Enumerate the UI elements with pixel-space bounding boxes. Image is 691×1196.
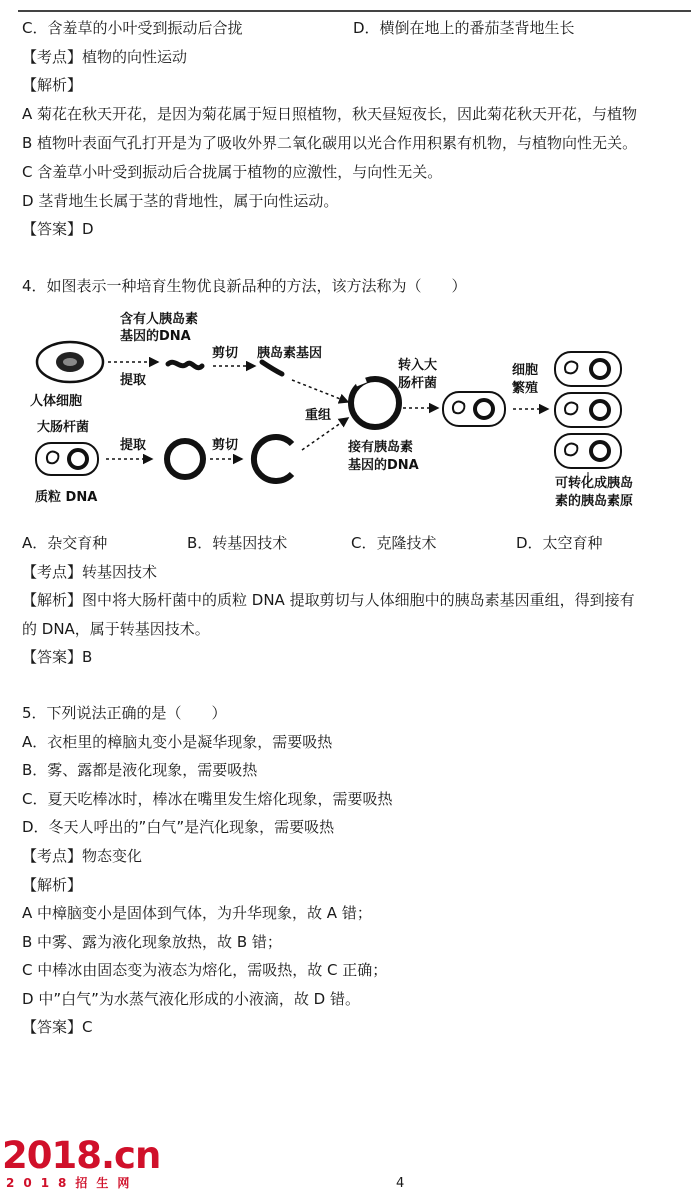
label-transfer-1: 转入大 (398, 358, 438, 373)
label-product-2: 素的胰岛素原 (555, 494, 634, 509)
logo-text: 2018.cn (2, 1134, 161, 1177)
q3-option-c: C．含羞草的小叶受到振动后合拢 (22, 19, 243, 37)
label-ecoli: 大肠杆菌 (37, 420, 90, 435)
q3-kaodian: 【考点】植物的向性运动 (22, 48, 188, 66)
site-logo[interactable] (2, 1136, 160, 1190)
q5-option-b: B．雾、露都是液化现象，需要吸热 (22, 761, 258, 779)
q5-stem: 5．下列说法正确的是（ ） (22, 704, 227, 722)
page-number: 4 (396, 1176, 405, 1191)
label-dna-with-gene-1: 含有人胰岛素 (120, 312, 199, 327)
ecoli-icon (36, 443, 98, 475)
q5-kaodian: 【考点】物态变化 (22, 847, 143, 865)
q3-analysis-b: B 植物叶表面气孔打开是为了吸收外界二氧化碳用以光合作用积累有机物，与植物向性无关。 (22, 134, 638, 152)
q4-answer: 【答案】B (22, 648, 93, 666)
label-cut-bottom: 剪切 (212, 438, 239, 453)
label-extract-bottom: 提取 (120, 438, 147, 453)
q4-option-a: A．杂交育种 (22, 534, 108, 552)
q5-option-c: C．夏天吃棒冰时，棒冰在嘴里发生熔化现象，需要吸热 (22, 790, 393, 808)
q5-analysis-a: A 中樟脑变小是固体到气体，为升华现象，故 A 错； (22, 904, 372, 922)
human-cell-icon (37, 342, 103, 382)
q3-answer: 【答案】D (22, 220, 94, 238)
q3-jiexi-label: 【解析】 (22, 76, 83, 94)
q4-analysis-1: 【解析】图中将大肠杆菌中的质粒 DNA 提取剪切与人体细胞中的胰岛素基因重组，得到接有 (22, 591, 635, 609)
insulin-gene-icon (262, 362, 282, 374)
q5-analysis-b: B 中雾、露为液化现象放热，故 B 错； (22, 933, 282, 951)
label-cell-division-1: 细胞 (512, 363, 539, 378)
label-transfer-2: 肠杆菌 (398, 376, 438, 391)
label-recombine: 重组 (305, 408, 332, 423)
transformed-bacterium-icon (443, 392, 505, 426)
label-recombinant-1: 接有胰岛素 (348, 440, 414, 455)
recombinant-plasmid-icon (351, 379, 399, 427)
q4-option-d: D．太空育种 (516, 534, 603, 552)
q4-analysis-2: 的 DNA，属于转基因技术。 (22, 620, 210, 638)
label-product-1: 可转化成胰岛 (555, 476, 634, 491)
top-rule (18, 10, 691, 12)
q5-option-a: A．衣柜里的樟脑丸变小是凝华现象，需要吸热 (22, 733, 333, 751)
q3-analysis-d: D 茎背地生长属于茎的背地性，属于向性运动。 (22, 192, 339, 210)
q3-analysis-a: A 菊花在秋天开花，是因为菊花属于短日照植物，秋天昼短夜长，因此菊花秋天开花，与植物 (22, 105, 638, 123)
cut-plasmid-icon (254, 437, 292, 481)
q4-kaodian: 【考点】转基因技术 (22, 563, 158, 581)
label-plasmid-dna: 质粒 DNA (35, 490, 98, 505)
plasmid-icon (167, 441, 203, 477)
q5-analysis-c: C 中棒冰由固态变为液态为熔化，需吸热，故 C 正确； (22, 961, 388, 979)
q4-option-b: B．转基因技术 (187, 534, 288, 552)
q4-stem: 4．如图表示一种培育生物优良新品种的方法，该方法称为（ ） (22, 277, 467, 295)
label-cut-top: 剪切 (212, 346, 239, 361)
label-cell-division-2: 繁殖 (512, 381, 539, 396)
bacteria-colony-icon (555, 352, 621, 468)
label-human-cell: 人体细胞 (30, 394, 83, 409)
logo-subtext: 2018招生网 (6, 1176, 139, 1190)
q5-analysis-d: D 中”白气”为水蒸气液化形成的小液滴，故 D 错。 (22, 990, 360, 1008)
q4-option-c: C．克隆技术 (351, 534, 437, 552)
label-insulin-gene: 胰岛素基因 (257, 346, 323, 361)
label-recombinant-2: 基因的DNA (348, 458, 419, 473)
q3-analysis-c: C 含羞草小叶受到振动后合拢属于植物的应激性，与向性无关。 (22, 163, 443, 181)
q3-option-d: D．横倒在地上的番茄茎背地生长 (353, 19, 575, 37)
q5-jiexi-label: 【解析】 (22, 876, 83, 894)
label-extract-top: 提取 (120, 373, 147, 388)
q5-answer: 【答案】C (22, 1018, 93, 1036)
q5-option-d: D．冬天人呼出的”白气”是汽化现象，需要吸热 (22, 818, 335, 836)
dna-strand-icon (168, 362, 202, 367)
label-dna-with-gene-2: 基因的DNA (120, 329, 191, 344)
